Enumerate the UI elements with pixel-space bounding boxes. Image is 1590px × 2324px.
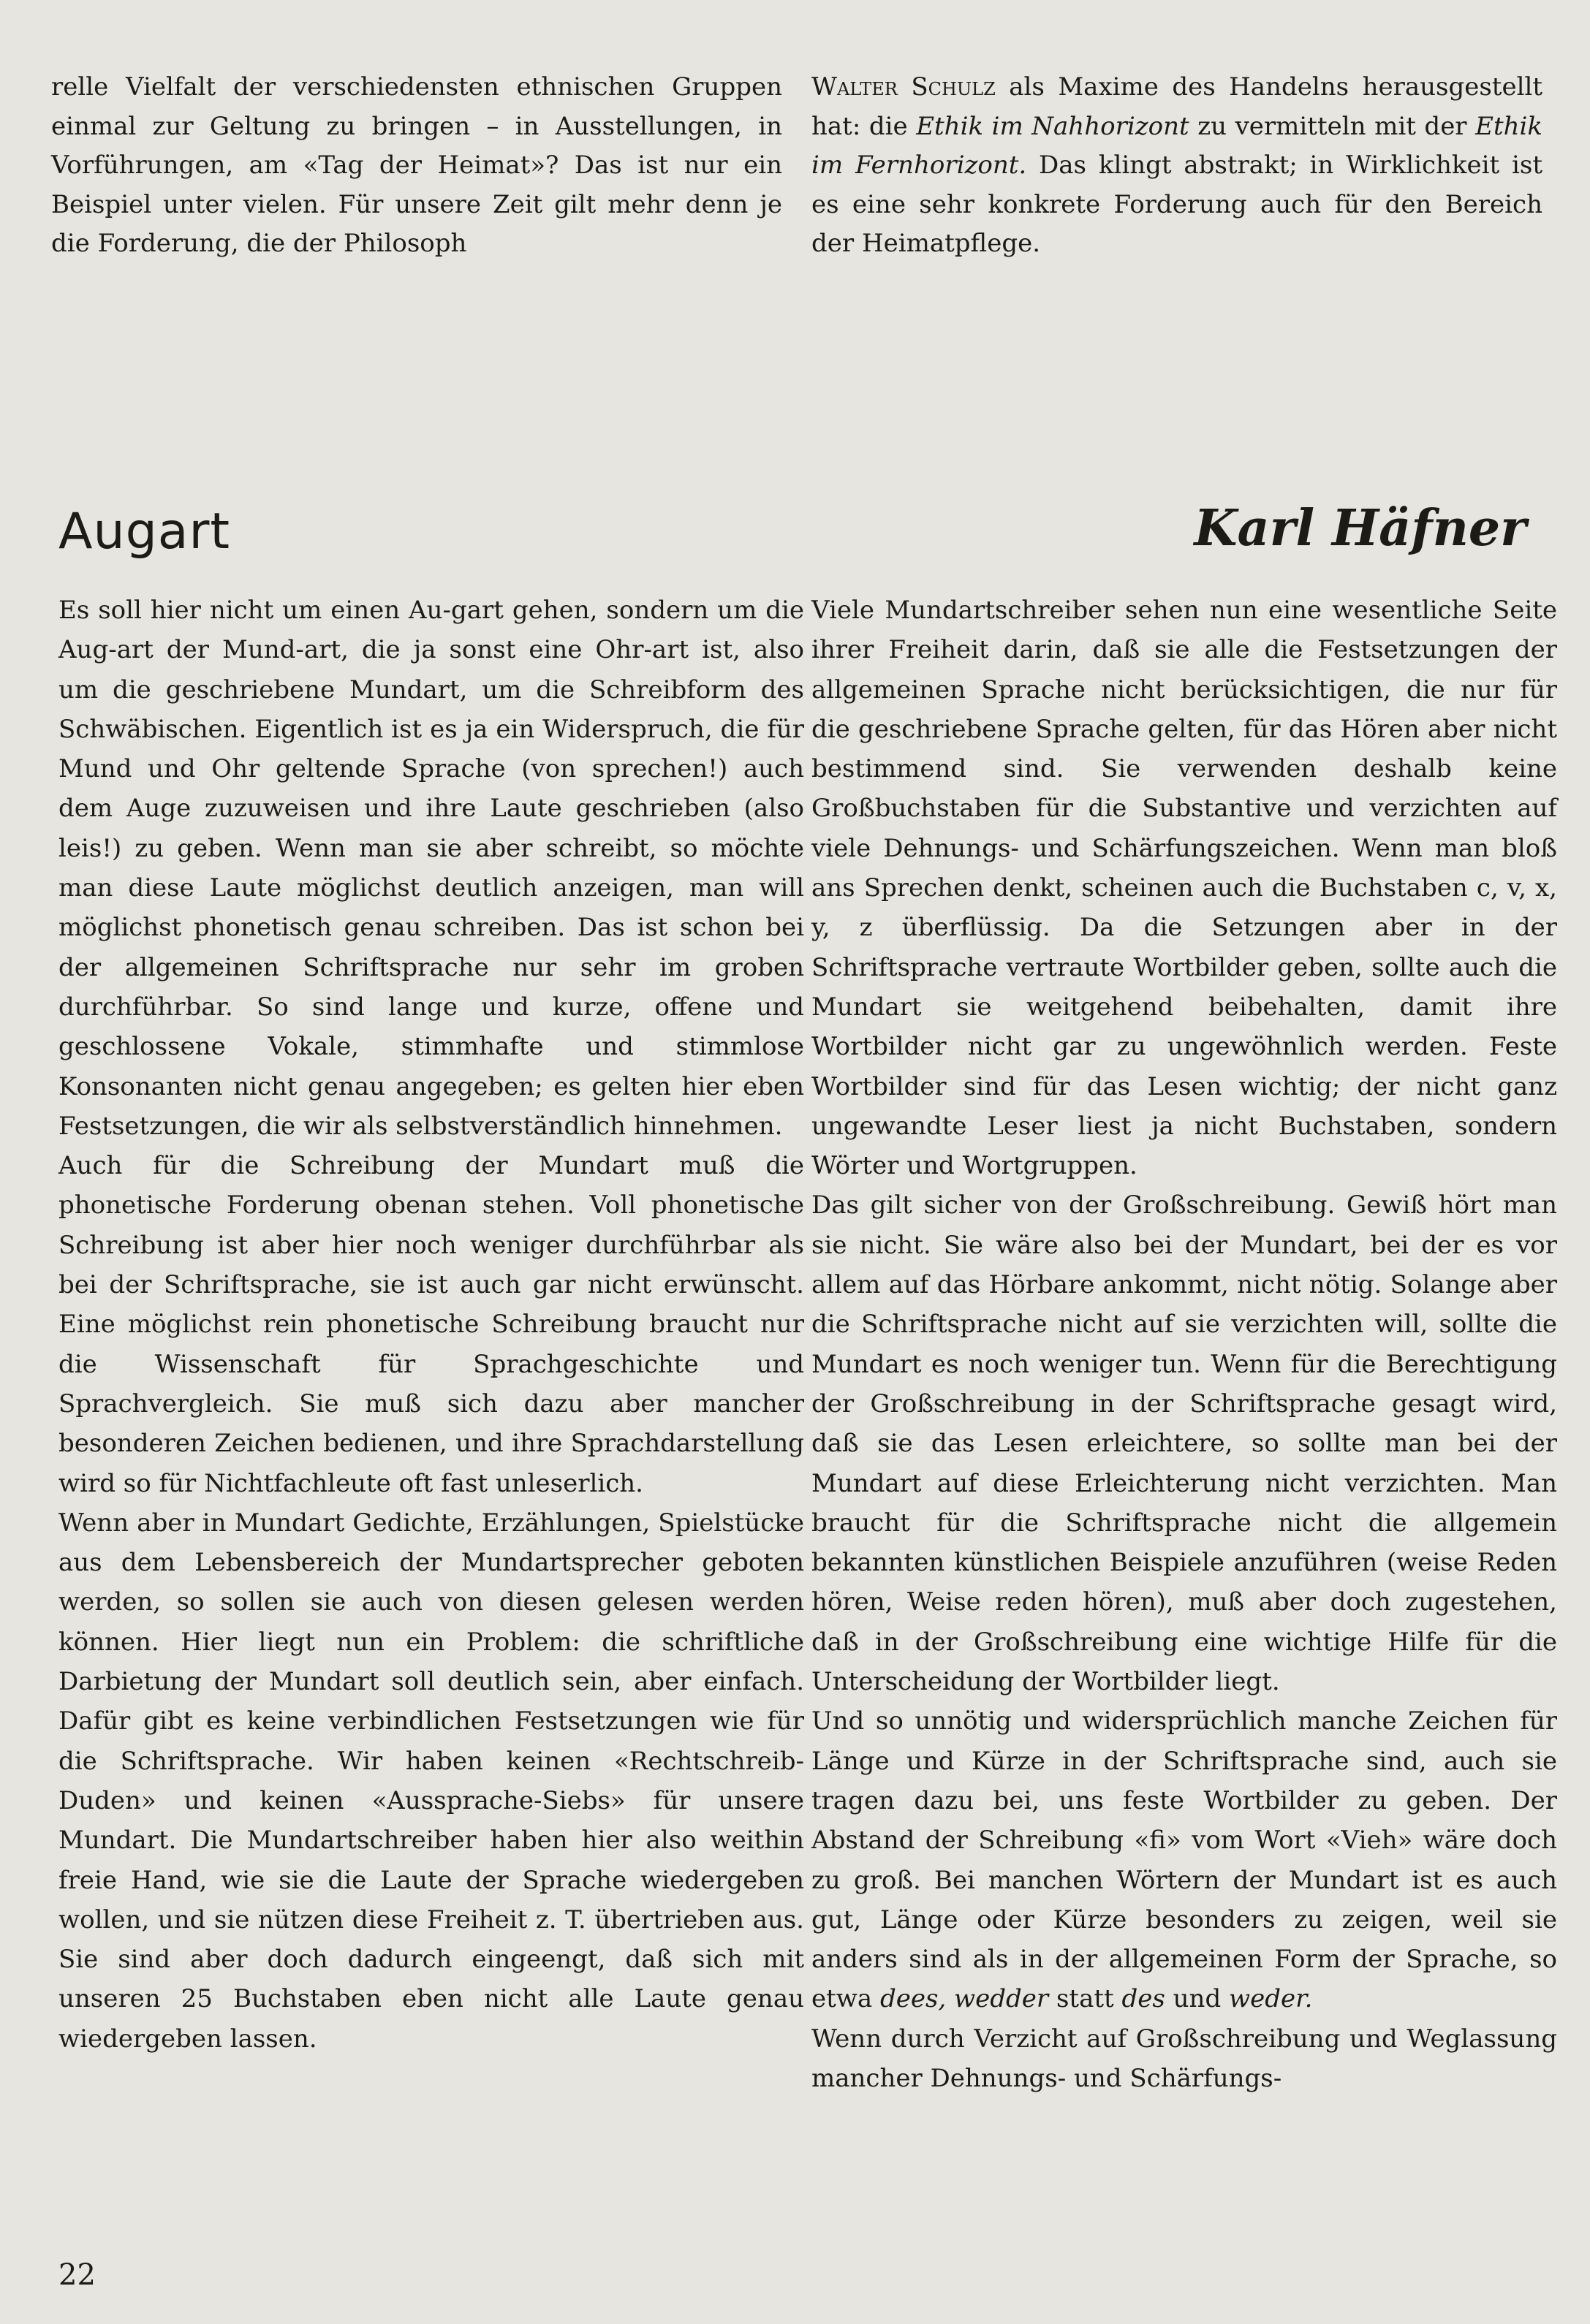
text-segment: als Maxime des Handelns herausgestellt hat: die [811, 72, 1542, 141]
text-segment: Und so unnötig und widersprüchlich manche Zeichen für Länge und Kürze in der Schriftsprache sind, auch sie tragen dazu bei, uns feste Wortbilder zu geben. Der Abstand der Schreibung «fi» vom Wort «Vieh» wäre doch zu groß. Bei manchen Wörtern der Mundart ist es auch gut, Länge oder Kürze besonders zu zeigen, weil sie anders sind als in der allgemeinen Form der Sprache, so etwa [811, 1706, 1557, 2014]
italic-term: des [1121, 1984, 1165, 2014]
paragraph: Auch für die Schreibung der Mundart muß die phonetische Forderung obenan stehen. Voll phonetische Schreibung ist aber hier noch weniger durchführbar als bei der Schriftsprache, sie ist auch gar nicht erwünscht. Eine möglichst rein phonetische Schreibung braucht nur die Wissenschaft für Sprachgeschichte und Sprachvergleich. Sie muß sich dazu aber mancher besonderen Zeichen bedienen, und ihre Sprachdarstellung wird so für Nichtfachleute oft fast unleserlich. [58, 1151, 804, 1498]
continued-paragraph-left: relle Vielfalt der verschiedensten ethnischen Gruppen einmal zur Geltung zu bringen – in Ausstellungen, in Vorführungen, am «Tag der Heimat»? Das ist nur ein Beispiel unter vielen. Für unsere Zeit gilt mehr denn je die Forderung, die der Philosoph [51, 72, 782, 258]
article-right-column [811, 591, 1557, 2098]
text-segment: statt [1048, 1984, 1122, 2014]
text-segment: zu vermitteln mit der [1189, 111, 1476, 141]
continued-paragraph-right [811, 68, 1542, 264]
page-number: 22 [58, 2258, 96, 2292]
paragraph: Es soll hier nicht um einen Au-gart gehen, sondern um die Aug-art der Mund-art, die ja sonst eine Ohr-art ist, also um die geschriebene Mundart, um die Schreibform des Schwäbischen. Eigentlich ist es ja ein Widerspruch, die für Mund und Ohr geltende Sprache (von sprechen!) auch dem Auge zuzuweisen und ihre Laute geschrieben (also leis!) zu geben. Wenn man sie aber schreibt, so möchte man diese Laute möglichst deutlich anzeigen, man will möglichst phonetisch genau schreiben. Das ist schon bei der allgemeinen Schriftsprache nur sehr im groben durchführbar. So sind lange und kurze, offene und geschlossene Vokale, stimmhafte und stimmlose Konsonanten nicht genau angegeben; es gelten hier eben Festsetzungen, die wir als selbstverständlich hinnehmen. [58, 596, 804, 1141]
top-left-column [51, 68, 782, 264]
italic-term: Ethik im Fernhorizont. [811, 111, 1542, 180]
article-title: Augart [58, 503, 231, 561]
text-segment: und [1165, 1984, 1230, 2014]
paragraph: Das gilt sicher von der Großschreibung. Gewiß hört man sie nicht. Sie wäre also bei der Mundart, bei der es vor allem auf das Hörbare ankommt, nicht nötig. Solange aber die Schriftsprache nicht auf sie verzichten will, sollte die Mundart es noch weniger tun. Wenn für die Berechtigung der Großschreibung in der Schriftsprache gesagt wird, daß sie das Lesen erleichtere, so sollte man bei der Mundart auf diese Erleichterung nicht verzichten. Man braucht für die Schriftsprache nicht die allgemein bekannten künstlichen Beispiele anzuführen (weise Reden hören, Weise reden hören), muß aber doch zugestehen, daß in der Großschreibung eine wichtige Hilfe für die Unterscheidung der Wortbilder liegt. [811, 1191, 1557, 1697]
article-author: Karl Häfner [1194, 499, 1526, 558]
italic-term: Ethik im Nahhorizont [916, 111, 1189, 141]
article-left-column [58, 591, 804, 2059]
paragraph [811, 1701, 1557, 2019]
text-segment: Das klingt abstrakt; in Wirklichkeit ist es eine sehr konkrete Forderung auch für den Bereich der Heimatpflege. [811, 151, 1542, 258]
paragraph: Viele Mundartschreiber sehen nun eine wesentliche Seite ihrer Freiheit darin, daß sie alle die Festsetzungen der allgemeinen Sprache nicht berücksichtigen, die nur für die geschriebene Sprache gelten, für das Hören aber nicht bestimmend sind. Sie verwenden deshalb keine Großbuchstaben für die Substantive und verzichten auf viele Dehnungs- und Schärfungszeichen. Wenn man bloß ans Sprechen denkt, scheinen auch die Buchstaben c, v, x, y, z überflüssig. Da die Setzungen aber in der Schriftsprache vertraute Wortbilder geben, sollte auch die Mundart sie weitgehend beibehalten, damit ihre Wortbilder nicht gar zu ungewöhnlich werden. Feste Wortbilder sind für das Lesen wichtig; der nicht ganz ungewandte Leser liest ja nicht Buchstaben, sondern Wörter und Wortgruppen. [811, 596, 1557, 1181]
top-right-column [811, 68, 1542, 264]
paragraph: Wenn aber in Mundart Gedichte, Erzählungen, Spielstücke aus dem Lebensbereich der Mundartsprecher geboten werden, so sollen sie auch von diesen gelesen werden können. Hier liegt nun ein Problem: die schriftliche Darbietung der Mundart soll deutlich sein, aber einfach. Dafür gibt es keine verbindlichen Festsetzungen wie für die Schriftsprache. Wir haben keinen «Rechtschreib-Duden» und keinen «Aussprache-Siebs» für unsere Mundart. Die Mundartschreiber haben hier also weithin freie Hand, wie sie die Laute der Sprache wiedergeben wollen, und sie nützen diese Freiheit z. T. übertrieben aus. Sie sind aber doch dadurch eingeengt, daß sich mit unseren 25 Buchstaben eben nicht alle Laute genau wiedergeben lassen. [58, 1508, 804, 2054]
italic-term: dees, wedder [879, 1984, 1049, 2014]
italic-term: weder. [1229, 1984, 1313, 2014]
paragraph: Wenn durch Verzicht auf Großschreibung und Weglassung mancher Dehnungs- und Schärfungs- [811, 2024, 1557, 2093]
philosopher-name: Walter Schulz [811, 72, 996, 102]
